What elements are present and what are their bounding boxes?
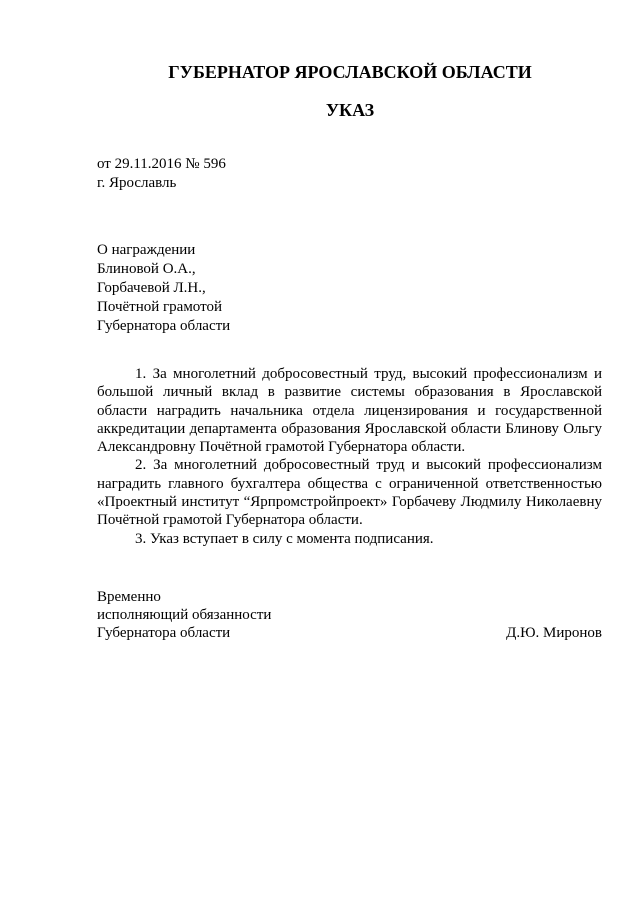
subject-line: Горбачевой Л.Н., bbox=[97, 280, 206, 296]
signatory-name: Д.Ю. Миронов bbox=[506, 625, 602, 641]
date-number: от 29.11.2016 № 596 bbox=[97, 156, 226, 172]
document-subject bbox=[97, 241, 230, 336]
document-meta bbox=[97, 155, 226, 193]
signature-block bbox=[97, 588, 602, 642]
body-paragraph: 3. Указ вступает в силу с момента подписания. bbox=[135, 530, 434, 547]
document-type-title: УКАЗ bbox=[325, 100, 375, 120]
organization-title: ГУБЕРНАТОР ЯРОСЛАВСКОЙ ОБЛАСТИ bbox=[168, 62, 532, 82]
subject-line: О награждении bbox=[97, 242, 196, 258]
subject-line: Почётной грамотой bbox=[97, 299, 222, 315]
signatory-position: исполняющий обязанности bbox=[97, 607, 272, 623]
signatory-position: Временно bbox=[97, 589, 161, 605]
subject-line: Губернатора области bbox=[97, 318, 231, 334]
signature-row bbox=[97, 624, 602, 642]
city: г. Ярославль bbox=[97, 175, 177, 191]
subject-line: Блиновой О.А., bbox=[97, 261, 196, 277]
document-body bbox=[97, 365, 602, 548]
body-paragraph: 1. За многолетний добросовестный труд, высокий профессионализм и большой личный вклад в развитие системы образования в Ярославской области наградить начальника отдела лицензирования и государственной аккредитации департамента образования Ярославской области Блинову Ольгу Александровну Почётной грамотой Губернатора области. bbox=[97, 366, 602, 456]
signatory-position: Губернатора области bbox=[97, 625, 231, 641]
body-paragraph: 2. За многолетний добросовестный труд и высокий профессионализм наградить главного бухгалтера общества с ограниченной ответственностью «Проектный институт “Ярпромстройпроект» Горбачеву Людмилу Николаевну Почётной грамотой Губернатора области. bbox=[97, 457, 602, 529]
